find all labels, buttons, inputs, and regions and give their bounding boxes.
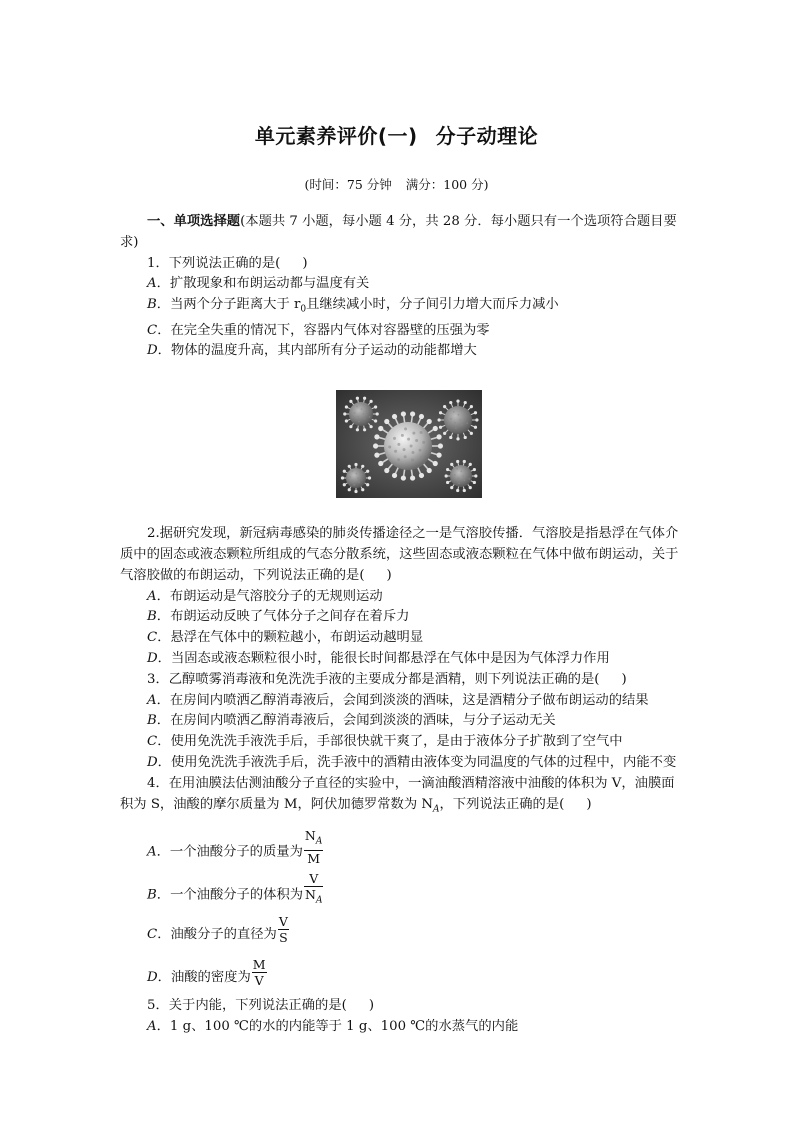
question-3-option-d: D．使用免洗洗手液洗手后，洗手液中的酒精由液体变为同温度的气体的过程中，内能不变 — [147, 755, 677, 770]
question-2-option-a: A．布朗运动是气溶胶分子的无规则运动 — [147, 588, 383, 604]
question-5-option-a: A．1 g、100 ℃的水的内能等于 1 g、100 ℃的水蒸气的内能 — [147, 1018, 519, 1034]
question-1-option-a: A．扩散现象和布朗运动都与温度有关 — [147, 276, 370, 292]
question-1-option-b: B．当两个分子距离大于 $r_0$且继续减小时，分子间引力增大而斥力减小 — [147, 297, 559, 315]
question-4-option-a: A．一个油酸分子的质量为 $\frac{N_A}{M}$ — [147, 828, 323, 866]
question-3-option-b: B．在房间内喷洒乙醇消毒液后，会闻到淡淡的酒味，与分子运动无关 — [147, 713, 556, 729]
exam-time: (时间：75 分钟 — [304, 177, 392, 192]
question-5-stem: 5．关于内能，下列说法正确的是( ) — [147, 998, 375, 1014]
title-sub: 分子动理论 — [435, 124, 539, 148]
question-3-option-c: C．使用免洗洗手液洗手后，手部很快就干爽了，是由于液体分子扩散到了空气中 — [147, 734, 623, 750]
fraction: $\frac{V}{N_A}$ — [305, 871, 323, 906]
exam-score: 满分：100 分) — [405, 177, 489, 192]
exam-content — [120, 212, 680, 1038]
question-3-stem: 3．乙醇喷雾消毒液和免洗洗手液的主要成分都是酒精，则下列说法正确的是( ) — [147, 671, 627, 687]
question-2-option-d: D．当固态或液态颗粒很小时，能很长时间都悬浮在气体中是因为气体浮力作用 — [147, 651, 610, 667]
question-1-option-c: C．在完全失重的情况下，容器内气体对容器壁的压强为零 — [147, 322, 490, 338]
virus-micrograph-image — [336, 390, 482, 498]
figure-area — [120, 362, 680, 524]
question-3-option-a: A．在房间内喷洒乙醇消毒液后，会闻到淡淡的酒味，这是酒精分子做布朗运动的结果 — [147, 692, 649, 708]
fraction: $\frac{M}{V}$ — [252, 957, 266, 989]
question-2-option-c: C．悬浮在气体中的颗粒越小，布朗运动越明显 — [147, 630, 424, 646]
page-title — [0, 120, 793, 149]
title-main: 单元素养评价(一) — [254, 124, 418, 148]
question-2-option-b: B．布朗运动反映了气体分子之间存在着斥力 — [147, 609, 410, 625]
question-4-stem: 4．在用油膜法估测油酸分子直径的实验中，一滴油酸酒精溶液中油酸的体积为 V，油膜面积为 S，油酸的摩尔质量为 M，阿伏加德罗常数为 $N_A$，下列说法正确的是( ) — [120, 775, 675, 815]
question-1-stem: 1．下列说法正确的是( ) — [147, 255, 308, 271]
fraction: $\frac{N_A}{M}$ — [304, 828, 323, 866]
question-4-option-d: D．油酸的密度为 $\frac{M}{V}$ — [147, 957, 266, 989]
fraction: $\frac{V}{S}$ — [278, 914, 288, 946]
section-heading: 一、单项选择题(本题共 7 小题，每小题 4 分，共 28 分．每小题只有一个选项符合题目要求) — [120, 214, 677, 250]
question-4-option-c: C．油酸分子的直径为 $\frac{V}{S}$ — [147, 914, 288, 946]
question-2-stem: 2.据研究发现，新冠病毒感染的肺炎传播途径之一是气溶胶传播．气溶胶是指悬浮在气体介质中的固态或液态颗粒所组成的气态分散系统，这些固态或液态颗粒在气体中做布朗运动，关于气溶胶做的布朗运动，下列说法正确的是( ) — [120, 526, 679, 583]
exam-meta — [0, 175, 793, 193]
question-4-option-b: B．一个油酸分子的体积为 $\frac{V}{N_A}$ — [120, 863, 680, 906]
question-1-option-d: D．物体的温度升高，其内部所有分子运动的动能都增大 — [147, 343, 477, 359]
